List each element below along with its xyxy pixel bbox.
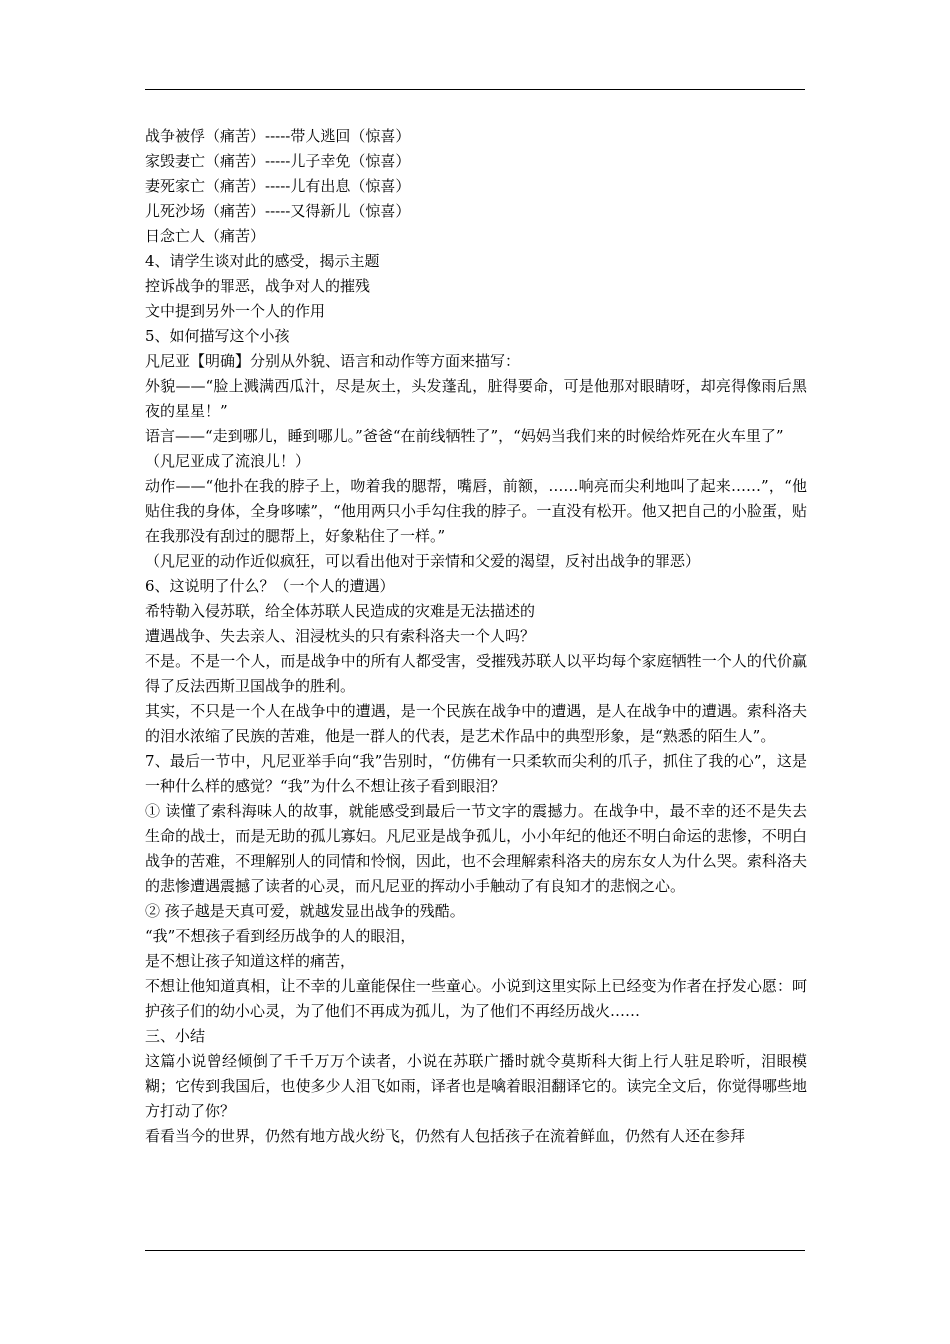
paragraph: 外貌——“脸上溅满西瓜汁，尽是灰土，头发蓬乱，脏得要命，可是他那对眼睛呀，却亮得像雨后黑夜的星星！” [145,377,807,420]
paragraph: 遭遇战争、失去亲人、泪浸枕头的只有索科洛夫一个人吗？ [145,627,536,645]
paragraph: 不是。不是一个人，而是战争中的所有人都受害，受摧残苏联人以平均每个家庭牺牲一个人的代价赢得了反法西斯卫国战争的胜利。 [145,652,807,695]
section-heading: 5、如何描写这个小孩 [145,327,290,345]
paragraph: “我”不想孩子看到经历战争的人的眼泪， [145,927,416,945]
paragraph: ① 读懂了索科海味人的故事，就能感受到最后一节文字的震撼力。在战争中，最不幸的还不是失去生命的战士，而是无助的孤儿寡妇。凡尼亚是战争孤儿，小小年纪的他还不明白命运的悲惨，不明白战争的苦难，不理解别人的同情和怜悯，因此，也不会理解索科洛夫的房东女人为什么哭。索科洛夫的悲惨遭遇震撼了读者的心灵，而凡尼亚的挥动小手触动了有良知才的悲悯之心。 [145,802,807,895]
paragraph: 希特勒入侵苏联，给全体苏联人民造成的灾难是无法描述的 [145,602,536,620]
paragraph: （凡尼亚成了流浪儿！） [145,452,311,470]
section-heading: 7、最后一节中，凡尼亚举手向“我”告别时，“仿佛有一只柔软而尖利的爪子，抓住了我的心”，这是一种什么样的感觉？“我”为什么不想让孩子看到眼泪？ [145,752,807,795]
text-line: 日念亡人（痛苦） [145,227,266,245]
paragraph: 凡尼亚【明确】分别从外貌、语言和动作等方面来描写： [145,352,521,370]
text-line: 控诉战争的罪恶，战争对人的摧残 [145,277,371,295]
paragraph: 这篇小说曾经倾倒了千千万万个读者，小说在苏联广播时就令莫斯科大街上行人驻足聆听，泪眼模糊；它传到我国后，也使多少人泪飞如雨，译者也是噙着眼泪翻译它的。读完全文后，你觉得哪些地方打动了你？ [145,1052,807,1120]
paragraph: （凡尼亚的动作近似疯狂，可以看出他对于亲情和父爱的渴望，反衬出战争的罪恶） [145,552,701,570]
paragraph: ② 孩子越是天真可爱，就越发显出战争的残酷。 [145,902,465,920]
text-line: 妻死家亡（痛苦）-----儿有出息（惊喜） [145,177,411,195]
paragraph: 语言——“走到哪儿，睡到哪儿。”爸爸“在前线牺牲了”，“妈妈当我们来的时候给炸死在火车里了” [145,427,784,445]
footer-rule [145,1250,805,1251]
text-line: 儿死沙场（痛苦）-----又得新儿（惊喜） [145,202,411,220]
paragraph: 是不想让孩子知道这样的痛苦， [145,952,356,970]
section-heading: 6、这说明了什么？（一个人的遭遇） [145,577,395,595]
section-heading: 三、小结 [145,1027,206,1045]
header-rule [145,89,805,90]
text-line: 战争被俘（痛苦）-----带人逃回（惊喜） [145,127,411,145]
section-heading: 4、请学生谈对此的感受，揭示主题 [145,252,380,270]
paragraph: 看看当今的世界，仍然有地方战火纷飞，仍然有人包括孩子在流着鲜血，仍然有人还在参拜 [145,1127,746,1145]
text-line: 文中提到另外一个人的作用 [145,302,326,320]
text-line: 家毁妻亡（痛苦）-----儿子幸免（惊喜） [145,152,411,170]
paragraph: 不想让他知道真相，让不幸的儿童能保住一些童心。小说到这里实际上已经变为作者在抒发心愿：呵护孩子们的幼小心灵，为了他们不再成为孤儿，为了他们不再经历战火…… [145,977,807,1020]
paragraph: 其实，不只是一个人在战争中的遭遇，是一个民族在战争中的遭遇，是人在战争中的遭遇。索科洛夫的泪水浓缩了民族的苦难，他是一群人的代表，是艺术作品中的典型形象，是“熟悉的陌生人”。 [145,702,807,745]
document-body [145,124,807,1149]
paragraph: 动作——“他扑在我的脖子上，吻着我的腮帮，嘴唇，前额，……响亮而尖利地叫了起来……”，“他贴住我的身体，全身哆嗦”，“他用两只小手勾住我的脖子。一直没有松开。他又把自己的小脸蛋，贴在我那没有刮过的腮帮上，好象粘住了一样。” [145,477,807,545]
